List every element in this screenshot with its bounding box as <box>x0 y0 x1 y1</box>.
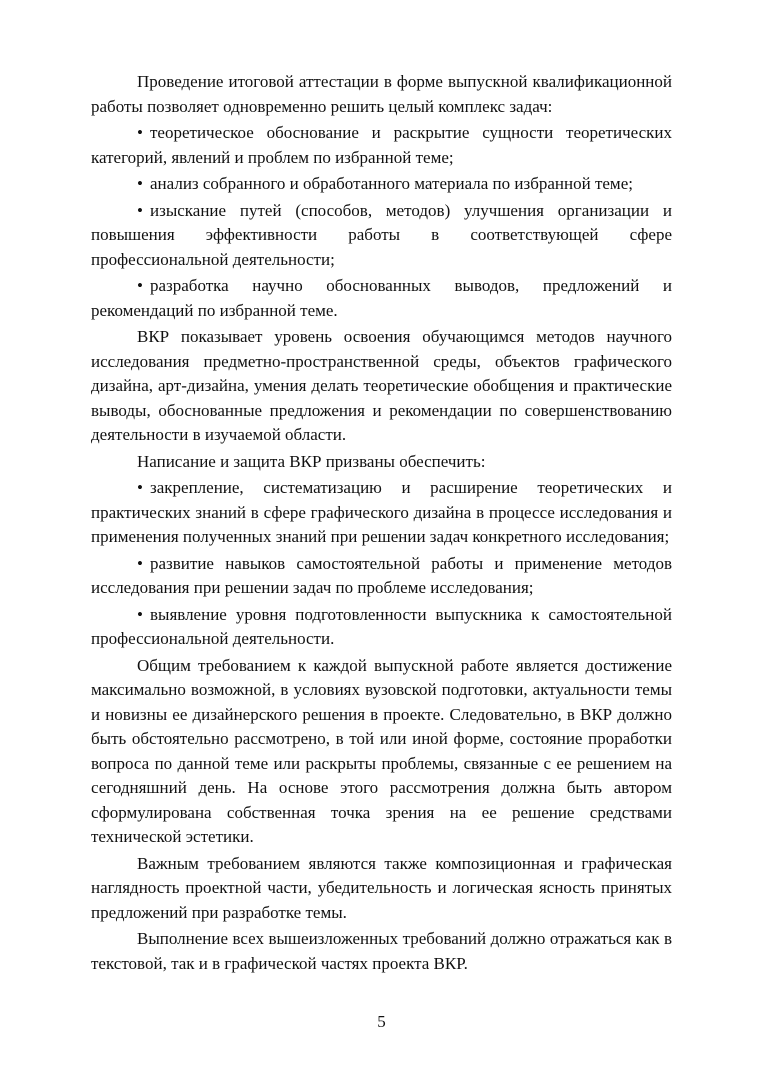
paragraph-important-requirement: Важным требованием являются также композиционная и графическая наглядность проектной части, убедительность и логическая ясность принятых предложений при разработке темы. <box>91 853 672 922</box>
paragraph-vkr-level: ВКР показывает уровень освоения обучающимся методов научного исследования предметно-пространственной среды, объектов графического дизайна, арт-дизайна, умения делать теоретические обобщения и практические выводы, обоснованные предложения и рекомендации по совершенствованию деятельности в изучаемой области. <box>91 327 672 444</box>
list-item: • разработка научно обоснованных выводов, предложений и рекомендаций по избранной теме. <box>91 276 672 320</box>
goals-list <box>91 476 672 652</box>
list-item: • выявление уровня подготовленности выпускника к самостоятельной профессиональной деятельности. <box>91 604 672 648</box>
list-item: • изыскание путей (способов, методов) улучшения организации и повышения эффективности работы в соответствующей сфере профессиональной деятельности; <box>91 200 672 269</box>
paragraph-general-requirement: Общим требованием к каждой выпускной работе является достижение максимально возможной, в условиях вузовской подготовки, актуальности темы и новизны ее дизайнерского решения в проекте. Следовательно, в ВКР должно быть обстоятельно рассмотрено, в той или иной форме, состояние проработки вопроса по данной теме или раскрыты проблемы, связанные с ее решением на сегодняшний день. На основе этого рассмотрения должна быть автором сформулирована собственная точка зрения на ее решение средствами технической эстетики. <box>91 655 672 846</box>
page-number: 5 <box>377 1012 386 1031</box>
paragraph-intro: Проведение итоговой аттестации в форме выпускной квалификационной работы позволяет одновременно решить целый комплекс задач: <box>91 72 672 116</box>
bullet-icon: • <box>137 604 143 624</box>
task-list <box>91 121 672 323</box>
bullet-icon: • <box>137 478 143 497</box>
bullet-icon: • <box>137 276 143 295</box>
paragraph-goals-intro: Написание и защита ВКР призваны обеспечить: <box>137 451 486 471</box>
list-item: • анализ собранного и обработанного материала по избранной теме; <box>91 172 672 197</box>
bullet-icon: • <box>137 123 143 142</box>
document-page <box>91 70 672 978</box>
bullet-icon: • <box>137 174 143 193</box>
paragraph-conclusion: Выполнение всех вышеизложенных требований должно отражаться как в текстовой, так и в графической частях проекта ВКР. <box>91 929 672 973</box>
bullet-icon: • <box>137 553 143 573</box>
bullet-icon: • <box>137 200 143 220</box>
list-item: • теоретическое обоснование и раскрытие сущности теоретических категорий, явлений и проблем по избранной теме; <box>91 123 672 167</box>
list-item: • закрепление, систематизацию и расширение теоретических и практических знаний в сфере графического дизайна в процессе исследования и применения полученных знаний при решении задач конкретного исследования; <box>91 478 672 546</box>
list-item: • развитие навыков самостоятельной работы и применение методов исследования при решении задач по проблеме исследования; <box>91 553 672 597</box>
